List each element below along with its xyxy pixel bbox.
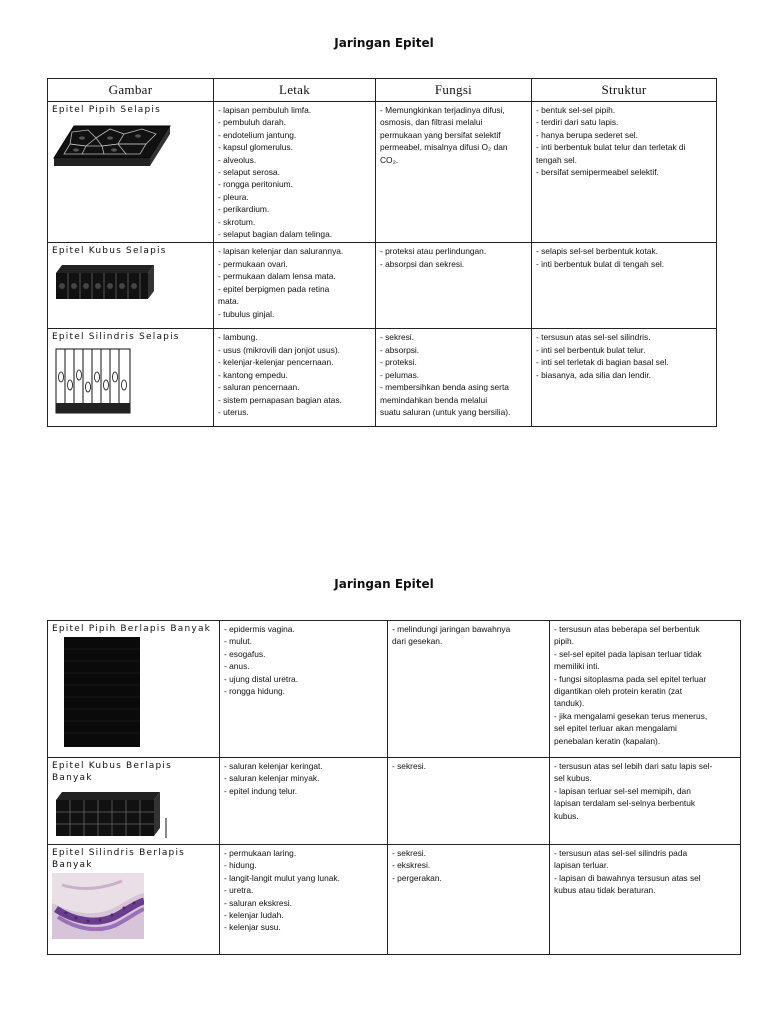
table-row — [48, 329, 717, 427]
struktur-item: - inti sel berbentuk bulat telur. — [536, 344, 646, 355]
struktur-item: tengah sel. — [536, 154, 577, 165]
letak-item: - anus. — [224, 661, 250, 672]
struktur-cell — [550, 621, 741, 758]
fungsi-cell — [388, 758, 550, 845]
fungsi-item: memindahkan benda melalui — [380, 394, 488, 405]
fungsi-item: - sekresi. — [392, 761, 426, 771]
struktur-item: pipih. — [554, 636, 575, 647]
letak-item: - uretra. — [224, 885, 254, 896]
table-row — [48, 621, 741, 758]
table-row — [48, 243, 717, 329]
struktur-item: sel kubus. — [554, 773, 592, 784]
letak-item: - perikardium. — [218, 204, 270, 215]
struktur-cell — [532, 243, 717, 329]
letak-item: - kantong empedu. — [218, 369, 288, 380]
letak-item: - lambung. — [218, 332, 258, 343]
letak-cell — [214, 329, 376, 427]
letak-item: - ujung distal uretra. — [224, 673, 299, 684]
letak-item: - kelenjar ludah. — [224, 910, 284, 921]
fungsi-item: - proteksi atau perlindungan. — [380, 246, 487, 257]
fungsi-item: CO₂. — [380, 154, 399, 165]
struktur-item: - tersusun atas sel-sel silindris. — [536, 332, 651, 343]
letak-cell — [220, 621, 388, 758]
struktur-item: - jika mengalami gesekan terus menerus, — [554, 710, 708, 721]
fungsi-item: - sekresi. — [380, 332, 414, 343]
letak-item: - permukaan ovari. — [218, 258, 288, 269]
struktur-item: - selapis sel-sel berbentuk kotak. — [536, 246, 658, 257]
struktur-cell — [532, 102, 717, 243]
epitel-table-2 — [47, 620, 741, 955]
letak-item: - permukaan dalam lensa mata. — [218, 271, 336, 282]
letak-item: - alveolus. — [218, 154, 257, 165]
fungsi-item: osmosis, dan filtrasi melalui — [380, 117, 483, 128]
gambar-cell — [48, 243, 214, 329]
letak-cell — [220, 758, 388, 845]
page-title-2: Jaringan Epitel — [334, 577, 434, 591]
letak-item: - rongga peritonium. — [218, 179, 293, 190]
gambar-cell — [48, 102, 214, 243]
fungsi-cell — [388, 621, 550, 758]
page-title-1: Jaringan Epitel — [334, 36, 434, 50]
struktur-item: - terdiri dari satu lapis. — [536, 117, 619, 128]
fungsi-item: dari gesekan. — [392, 636, 443, 647]
struktur-item: - lapisan di bawahnya tersusun atas sel — [554, 872, 701, 883]
tissue-name: Epitel Pipih Berlapis Banyak — [52, 624, 212, 634]
letak-item: - mulut. — [224, 636, 252, 647]
letak-item: - uterus. — [218, 406, 249, 417]
epitel-table-1 — [47, 78, 717, 427]
letak-item: - permukaan laring. — [224, 848, 297, 858]
fungsi-item: - sekresi. — [392, 848, 426, 858]
tissue-name: Epitel Pipih Selapis — [52, 105, 162, 115]
letak-item: - skrotum. — [218, 216, 256, 227]
table-row — [48, 845, 741, 955]
struktur-item: lapisan terdalam sel-selnya berbentuk — [554, 798, 696, 809]
fungsi-item: permukaan yang bersifat selektif — [380, 129, 501, 140]
gambar-cell — [48, 845, 220, 955]
header-fungsi: Fungsi — [376, 79, 532, 102]
struktur-item: kubus atau tidak beraturan. — [554, 885, 656, 896]
table-row — [48, 102, 717, 243]
letak-item: - pembuluh darah. — [218, 117, 286, 128]
struktur-item: - biasanya, ada silia dan lendir. — [536, 369, 651, 380]
struktur-item: - inti berbentuk bulat telur dan terletak di — [536, 142, 686, 153]
gambar-cell — [48, 329, 214, 427]
struktur-item: kubus. — [554, 810, 579, 821]
struktur-item: - bersifat semipermeabel selektif. — [536, 167, 659, 178]
fungsi-item: permeabel, misalnya difusi O₂ dan — [380, 142, 508, 153]
fungsi-item: - ekskresi. — [392, 860, 431, 871]
letak-item: - kelenjar-kelenjar pencernaan. — [218, 357, 334, 368]
fungsi-cell — [376, 243, 532, 329]
struktur-item: - fungsi sitoplasma pada sel epitel terluar — [554, 673, 707, 684]
fungsi-cell — [376, 329, 532, 427]
fungsi-item: - pelumas. — [380, 369, 420, 380]
fungsi-item: - Memungkinkan terjadinya difusi, — [380, 105, 505, 115]
fungsi-cell — [388, 845, 550, 955]
letak-item: - langit-langit mulut yang lunak. — [224, 872, 340, 883]
fungsi-item: - membersihkan benda asing serta — [380, 382, 509, 393]
struktur-item: - sel-sel epitel pada lapisan terluar tidak — [554, 648, 702, 659]
letak-item: - esogafus. — [224, 648, 266, 659]
letak-item: - sistem pernapasan bagian atas. — [218, 394, 342, 405]
letak-cell — [214, 243, 376, 329]
simple-cuboidal-figure — [52, 261, 156, 307]
letak-cell — [220, 845, 388, 955]
fungsi-cell — [376, 102, 532, 243]
struktur-item: lapisan terluar. — [554, 860, 609, 871]
struktur-item: - tersusun atas sel lebih dari satu lapis sel- — [554, 761, 713, 771]
letak-item: - epidermis vagina. — [224, 624, 295, 634]
letak-item: - epitel indung telur. — [224, 785, 298, 796]
tissue-name: Epitel Silindris Berlapis Banyak — [52, 848, 186, 870]
letak-item: - endotelium jantung. — [218, 129, 297, 140]
simple-columnar-figure — [52, 347, 132, 415]
letak-item: - hidung. — [224, 860, 257, 871]
letak-item: - kapsul glomerulus. — [218, 142, 293, 153]
letak-item: mata. — [218, 296, 239, 307]
letak-cell — [214, 102, 376, 243]
table-header-row — [48, 79, 717, 102]
struktur-item: - inti berbentuk bulat di tengah sel. — [536, 258, 665, 269]
struktur-item: tanduk). — [554, 698, 585, 709]
fungsi-item: - absorpsi dan sekresi. — [380, 258, 465, 269]
letak-item: - usus (mikrovili dan jonjot usus). — [218, 344, 340, 355]
fungsi-item: - proteksi. — [380, 357, 417, 368]
letak-item: - saluran pencernaan. — [218, 382, 300, 393]
letak-item: - tubulus ginjal. — [218, 308, 275, 319]
letak-item: - saluran ekskresi. — [224, 897, 292, 908]
fungsi-item: - melindungi jaringan bawahnya — [392, 624, 511, 634]
struktur-item: - hanya berupa sederet sel. — [536, 129, 638, 140]
fungsi-item: - pergerakan. — [392, 872, 442, 883]
struktur-item: sel epitel terluar akan mengalami — [554, 723, 677, 734]
table-row — [48, 758, 741, 845]
struktur-cell — [550, 845, 741, 955]
letak-item: - epitel berpigmen pada retina — [218, 283, 330, 294]
struktur-cell — [532, 329, 717, 427]
letak-item: - selaput bagian dalam telinga. — [218, 229, 333, 240]
header-gambar: Gambar — [48, 79, 214, 102]
struktur-item: penebalan keratin (kapalan). — [554, 735, 661, 746]
tissue-name: Epitel Kubus Selapis — [52, 246, 167, 257]
letak-item: - saluran kelenjar minyak. — [224, 773, 320, 784]
letak-item: - lapisan kelenjar dan salurannya. — [218, 246, 344, 257]
fungsi-item: - absorpsi. — [380, 344, 420, 355]
tissue-name: Epitel Silindris Selapis — [52, 332, 180, 343]
struktur-item: - tersusun atas sel-sel silindris pada — [554, 848, 688, 858]
header-letak: Letak — [214, 79, 376, 102]
tissue-name: Epitel Kubus Berlapis Banyak — [52, 761, 172, 783]
stratified-cuboidal-figure — [52, 788, 172, 842]
letak-item: - saluran kelenjar keringat. — [224, 761, 323, 771]
letak-item: - lapisan pembuluh limfa. — [218, 105, 312, 115]
struktur-item: - inti sel terletak di bagian basal sel. — [536, 357, 669, 368]
struktur-item: digantikan oleh protein keratin (zat — [554, 686, 683, 697]
header-struktur: Struktur — [532, 79, 717, 102]
letak-item: - kelenjar susu. — [224, 922, 281, 933]
fungsi-item: suatu saluran (untuk yang bersilia). — [380, 406, 511, 417]
stratified-columnar-micrograph — [52, 873, 144, 939]
stratified-squamous-figure — [52, 635, 142, 751]
struktur-item: - lapisan terluar sel-sel memipih, dan — [554, 785, 691, 796]
gambar-cell — [48, 758, 220, 845]
struktur-item: - tersusun atas beberapa sel berbentuk — [554, 624, 700, 634]
struktur-item: - bentuk sel-sel pipih. — [536, 105, 616, 115]
gambar-cell — [48, 621, 220, 758]
simple-squamous-figure — [52, 120, 172, 180]
struktur-item: memiliki inti. — [554, 661, 600, 672]
struktur-cell — [550, 758, 741, 845]
letak-item: - rongga hidung. — [224, 686, 285, 697]
letak-item: - selaput serosa. — [218, 167, 280, 178]
letak-item: - pleura. — [218, 191, 249, 202]
